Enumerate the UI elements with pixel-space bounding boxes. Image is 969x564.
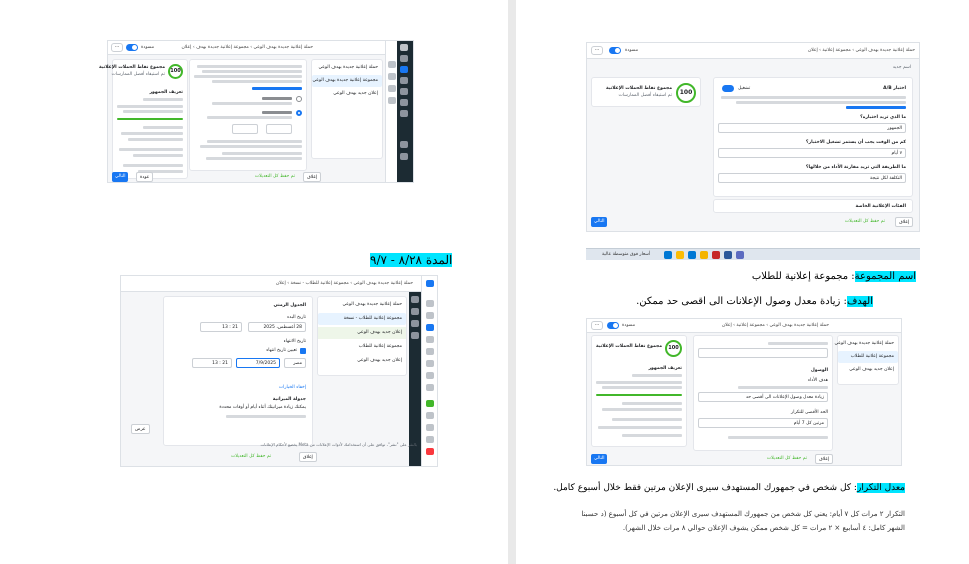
store-icon[interactable] (736, 251, 744, 259)
grid-icon[interactable] (426, 324, 434, 331)
windows-start-icon[interactable] (664, 251, 672, 259)
budget-schedule-title: جدولة الميزانية (272, 397, 306, 402)
leaf-icon[interactable] (426, 400, 434, 407)
card-icon[interactable] (426, 384, 434, 391)
more-options-button[interactable]: ··· (591, 46, 603, 55)
ads-manager-screenshot-4 (586, 318, 902, 466)
score-title: مجموع نقاط الحملات الإعلانية (605, 86, 672, 91)
terms-note: بالنقر على "نشر"، توافق على أن استخدامك لأدوات الإعلانات من Meta يخضع لأحكام الإعلانات (260, 442, 417, 447)
timezone-field[interactable]: مصر (284, 358, 306, 368)
left-icon-rail (421, 276, 437, 466)
notification-icon[interactable] (426, 448, 434, 455)
saved-status: تم حفظ كل التعديلات (231, 454, 272, 459)
close-icon[interactable] (400, 55, 408, 62)
breadcrumb: حملة إعلانية جديدة بهدف الوعي › مجموعة إعلانية › إعلان (807, 48, 915, 53)
close-button[interactable]: إغلاق (303, 172, 321, 182)
adset-name-field[interactable] (698, 348, 828, 358)
help-icon[interactable] (400, 153, 408, 160)
goal-line: الهدف: زيادة معدل وصول الإعلانات الى اقصى حد ممكن. (636, 296, 873, 307)
end-date-checkbox[interactable] (300, 348, 306, 354)
close-button[interactable]: إغلاق (895, 217, 913, 227)
ads-manager-screenshot-2 (120, 275, 438, 467)
ads-manager-screenshot-1 (98, 40, 414, 183)
tree-adset-copy[interactable]: مجموعة إعلانية للطلاب - نسخة (318, 313, 406, 325)
tree-campaign[interactable]: حملة إعلانية جديدة بهدف الوعي (342, 302, 402, 307)
score-panel (591, 77, 701, 107)
list-icon[interactable] (400, 110, 408, 117)
frequency-cap-field[interactable]: مرتين كل 7 أيام (698, 418, 828, 428)
tree-ad[interactable]: إعلان جديد بهدف الوعي (849, 367, 894, 372)
option-radio-2[interactable] (296, 110, 302, 116)
dark-icon-rail (409, 292, 421, 466)
audience-form-panel (189, 59, 307, 171)
draft-toggle[interactable] (609, 47, 621, 54)
files-icon[interactable] (700, 251, 708, 259)
clock-icon[interactable] (426, 336, 434, 343)
bar-chart-icon[interactable] (411, 308, 419, 315)
breadcrumb: حملة إعلانية جديدة بهدف الوعي › مجموعة إعلانية للطلاب - نسخة › إعلان (275, 281, 413, 286)
structure-tree (311, 59, 383, 159)
score-circle: 100 (665, 340, 682, 357)
edit-icon[interactable] (400, 66, 408, 73)
q3-select[interactable]: التكلفة لكل نتيجة (718, 173, 906, 183)
top-bar (121, 276, 437, 292)
breadcrumb: حملة إعلانية جديدة بهدف الوعي › مجموعة إعلانية جديدة بهدف › إعلان (181, 45, 313, 50)
ad-name-field-hint: اسم جديد (892, 65, 911, 70)
score-subtitle: تم استيفاء أفضل الممارسات (618, 93, 672, 98)
score-title: مجموع نقاط الحملات الإعلانية (595, 344, 662, 349)
tree-adset[interactable]: مجموعة إعلانية جديدة بهدف الوعي (312, 75, 382, 87)
q3-label: ما الطريقة التي تريد مقارنة الأداء من خلالها؟ (805, 165, 906, 170)
draft-label: مسودة (141, 45, 155, 50)
start-time-field[interactable]: 21 : 13 (200, 322, 242, 332)
audience-title: تعريف الجمهور (648, 366, 682, 371)
menu-icon[interactable] (388, 61, 396, 68)
chart-icon[interactable] (400, 77, 408, 84)
q1-label: ما الذي تريد اختباره؟ (860, 115, 906, 120)
saved-status: تم حفظ كل التعديلات (254, 174, 295, 179)
settings-icon[interactable] (400, 141, 408, 148)
close-button[interactable]: إغلاق (299, 452, 317, 462)
taskbar-weather: أسعار فوق متوسطة عالية (602, 252, 651, 257)
tree-ad-2[interactable]: إعلان جديد بهدف الوعي (357, 358, 402, 363)
more-options-button[interactable]: ··· (591, 321, 603, 330)
search-icon[interactable] (388, 97, 396, 104)
close-icon[interactable] (411, 296, 419, 303)
more-options-button[interactable]: ··· (111, 43, 123, 52)
date-range-heading: المدة ٨/٢٨ - ٩/٧ (370, 253, 453, 267)
tree-campaign[interactable]: حملة إعلانية جديدة بهدف الوعي (318, 65, 378, 70)
chrome-icon[interactable] (676, 251, 684, 259)
next-button[interactable]: التالي (112, 172, 128, 182)
special-categories-title: الفئات الإعلانية الخاصة (855, 204, 906, 209)
frequency-line: معدل التكرار: كل شخص في جمهورك المستهدف سيرى الإعلان مرتين فقط خلال أسبوع كامل. (553, 483, 905, 493)
saved-status: تم حفظ كل التعديلات (844, 219, 885, 224)
meta-logo-icon (426, 280, 434, 287)
view-button[interactable]: عرض (131, 424, 150, 434)
windows-taskbar (586, 248, 920, 260)
tree-adset[interactable]: مجموعة إعلانية للطلاب (838, 351, 898, 363)
budget-schedule-desc: يمكنك زيادة ميزانيتك أثناء أيام أو أوقات محددة (219, 405, 306, 410)
q1-select[interactable]: الجمهور (718, 123, 906, 133)
tree-ad-1[interactable]: إعلان جديد بهدف الوعي (318, 327, 406, 339)
start-date-field[interactable]: 28 أغسطس، 2025 (248, 322, 306, 332)
reach-form-panel (693, 335, 833, 451)
list-icon[interactable] (426, 360, 434, 367)
age-min-select[interactable] (266, 124, 292, 134)
next-button[interactable]: التالي (591, 454, 607, 464)
top-bar (587, 319, 901, 333)
draft-toggle[interactable] (126, 44, 138, 51)
option-radio-1[interactable] (296, 96, 302, 102)
end-date-checkbox-label: تعيين تاريخ انتهاء (266, 348, 297, 353)
tree-campaign[interactable]: حملة إعلانية جديدة بهدف الوعي (834, 341, 894, 346)
back-button[interactable]: عودة (136, 172, 153, 182)
left-icon-rail (397, 41, 413, 182)
score-subtitle: تم استيفاء أفضل الممارسات (111, 72, 165, 77)
start-date-label: تاريخ البدء (287, 315, 306, 320)
performance-goal-label: هدف الأداء (807, 378, 828, 383)
edge-icon[interactable] (688, 251, 696, 259)
home-icon[interactable] (388, 73, 396, 80)
special-categories-panel (713, 199, 913, 213)
ab-test-panel (713, 77, 913, 197)
settings-icon[interactable] (426, 424, 434, 431)
grid-icon[interactable] (400, 88, 408, 95)
schedule-title: الجدول الزمني (273, 303, 306, 308)
score-panel (98, 59, 188, 179)
table-icon[interactable] (426, 348, 434, 355)
chart-icon[interactable] (426, 300, 434, 307)
audience-title: تعريف الجمهور (149, 90, 183, 95)
bell-icon[interactable] (388, 85, 396, 92)
structure-tree (317, 296, 407, 376)
second-icon-rail (385, 41, 397, 182)
frequency-cap-label: الحد الأقصى للتكرار (791, 410, 828, 415)
draft-toggle[interactable] (607, 322, 619, 329)
app-icon[interactable] (712, 251, 720, 259)
breadcrumb: حملة إعلانية جديدة بهدف الوعي › مجموعة إعلانية › إعلان (721, 323, 829, 328)
structure-tree (834, 335, 899, 385)
reach-title: الوصول (810, 368, 828, 373)
score-panel (591, 335, 687, 447)
age-max-select[interactable] (232, 124, 258, 134)
saved-status: تم حفظ كل التعديلات (766, 456, 807, 461)
end-date-field[interactable]: 7/9/2025 (236, 358, 280, 368)
q2-stepper[interactable]: ٧ أيام (718, 148, 906, 158)
ab-toggle-label: تشغيل (738, 86, 751, 91)
tree-adset-students[interactable]: مجموعة إعلانية للطلاب (358, 344, 402, 349)
explanation-paragraph-2: الشهر كامل: ٤ أسابيع × ٢ مرات = كل شخص ممكن يشوف الإعلان حوالي ٨ مرات خلال الشهر). (622, 524, 905, 532)
performance-goal-select[interactable]: زيادة معدل وصول الإعلانات الى أقصى حد (698, 392, 828, 402)
ab-test-title: اختبار A/B (883, 86, 906, 91)
top-bar (587, 43, 919, 59)
end-time-field[interactable]: 21 : 13 (192, 358, 232, 368)
search-icon[interactable] (426, 436, 434, 443)
score-title: مجموع نقاط الحملات الإعلانية (98, 65, 165, 70)
help-icon[interactable] (426, 412, 434, 419)
end-date-label: تاريخ الانتهاء (283, 339, 306, 344)
explanation-paragraph-1: التكرار ٢ مرات كل ٧ أيام: يعني كل شخص من جمهورك المستهدف سيرى الإعلان مرتين في كل أسبوع (د حسبنا (581, 510, 905, 518)
score-circle: 100 (168, 64, 183, 79)
tree-ad[interactable]: إعلان جديد بهدف الوعي (333, 91, 378, 96)
next-button[interactable]: التالي (591, 217, 607, 227)
draft-label: مسودة (622, 323, 636, 328)
meta-logo-icon (400, 44, 408, 51)
word-icon[interactable] (724, 251, 732, 259)
edit-icon[interactable] (426, 312, 434, 319)
q2-label: كم من الوقت يجب أن يستمر تشغيل الاختبار؟ (805, 140, 906, 145)
ads-manager-screenshot-3 (586, 42, 920, 232)
schedule-panel (163, 296, 313, 446)
history-icon[interactable] (411, 332, 419, 339)
top-bar (108, 41, 413, 55)
group-name-line: اسم المجموعة: مجموعة إعلانية للطلاب (751, 271, 916, 282)
ab-toggle[interactable] (722, 85, 734, 92)
clock-icon[interactable] (400, 99, 408, 106)
people-icon[interactable] (426, 372, 434, 379)
hide-options-link[interactable]: إخفاء الخيارات (278, 385, 306, 390)
draft-label: مسودة (625, 48, 639, 53)
close-button[interactable]: إغلاق (815, 454, 833, 464)
document-page-right (516, 0, 969, 564)
score-circle: 100 (676, 83, 696, 103)
pencil-icon[interactable] (411, 320, 419, 327)
